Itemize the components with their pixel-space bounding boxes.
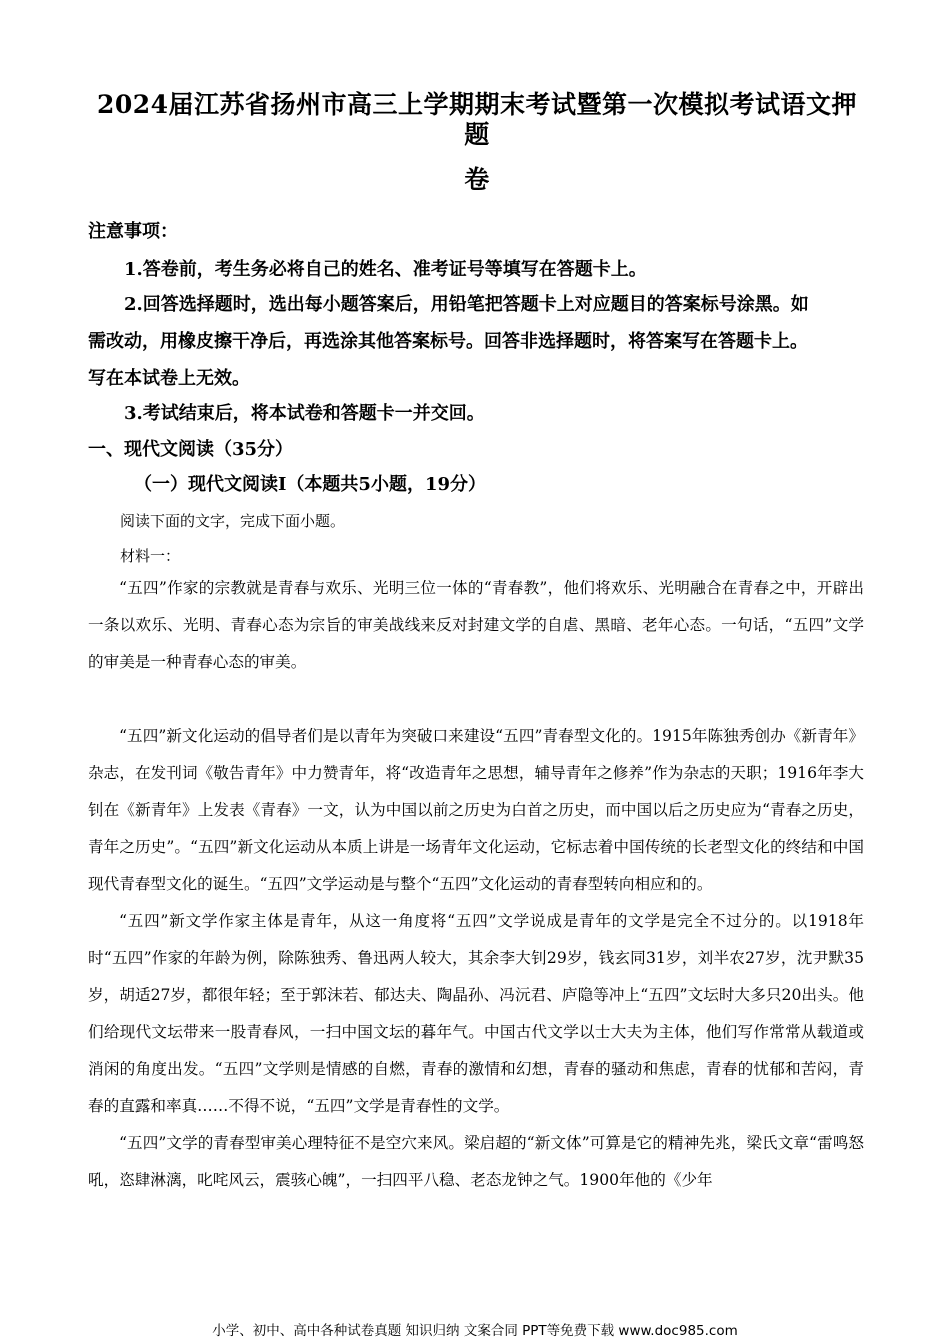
reading-instruction: 阅读下面的文字，完成下面小题。 bbox=[120, 512, 346, 530]
material-label: 材料一： bbox=[120, 547, 181, 565]
passage-paragraph: “五四”文学的青春型审美心理特征不是空穴来风。梁启超的“新文体”可算是它的精神先兆，梁氏文章“雷鸣怒吼，恣肆淋漓，叱咤风云，震骇心魄”，一扫四平八稳、老态龙钟之气。1900年他的《少年 bbox=[88, 1134, 864, 1189]
notice-item-2-end: 写在本试卷上无效。 bbox=[88, 368, 250, 389]
passage-paragraph: “五四”新文化运动的倡导者们是以青年为突破口来建设“五四”青春型文化的。1915年陈独秀创办《新青年》杂志，在发刊词《敬告青年》中力赞青年，将“改造青年之思想，辅导青年之修养”作为杂志的天职；1916年李大钊在《新青年》上发表《青春》一文，认为中国以前之历史为白首之历史，而中国以后之历史应为“青春之历史，青年之历史”。“五四”新文化运动从本质上讲是一场青年文化运动，它标志着中国传统的长老型文化的终结和中国现代青春型文化的诞生。“五四”文学运动是与整个“五四”文化运动的青春型转向相应和的。 bbox=[88, 727, 864, 893]
notice-item-1: 1.答卷前，考生务必将自己的姓名、准考证号等填写在答题卡上。 bbox=[124, 259, 647, 280]
section-heading: 一、现代文阅读（35分） bbox=[88, 439, 294, 460]
notice-item-2: 2.回答选择题时，选出每小题答案后，用铅笔把答题卡上对应题目的答案标号涂黑。如 bbox=[124, 294, 809, 315]
notice-item-2-continued: 需改动，用橡皮擦干净后，再选涂其他答案标号。回答非选择题时，将答案写在答题卡上。 bbox=[88, 331, 808, 352]
passage-paragraph: “五四”新文学作家主体是青年，从这一角度将“五四”文学说成是青年的文学是完全不过分的。以1918年时“五四”作家的年龄为例，除陈独秀、鲁迅两人较大，其余李大钊29岁，钱玄同31岁，刘半农27岁，沈尹默35岁，胡适27岁，都很年轻；至于郭沫若、郁达夫、陶晶孙、冯沅君、庐隐等冲上“五四”文坛时大多只20出头。他们给现代文坛带来一股青春风，一扫中国文坛的暮年气。中国古代文学以士大夫为主体，他们写作常常从载道或消闲的角度出发。“五四”文学则是情感的自燃，青春的激情和幻想，青春的骚动和焦虑，青春的忧郁和苦闷，青春的直露和率真……不得不说，“五四”文学是青春性的文学。 bbox=[88, 912, 864, 1115]
subsection-heading: （一）现代文阅读Ⅰ（本题共5小题，19分） bbox=[134, 474, 486, 495]
page-footer: 小学、初中、高中各种试卷真题 知识归纳 文案合同 PPT等免费下载 www.doc985.com bbox=[212, 1323, 738, 1339]
passage-paragraph: “五四”作家的宗教就是青春与欢乐、光明三位一体的“青春教”，他们将欢乐、光明融合在青春之中，开辟出一条以欢乐、光明、青春心态为宗旨的审美战线来反对封建文学的自虐、黑暗、老年心态。一句话，“五四”文学的审美是一种青春心态的审美。 bbox=[88, 579, 864, 671]
document-title: 2024届江苏省扬州市高三上学期期末考试暨第一次模拟考试语文押题 bbox=[96, 90, 858, 149]
notice-heading: 注意事项： bbox=[88, 221, 178, 242]
document-title-continued: 卷 bbox=[464, 165, 490, 194]
notice-item-3: 3.考试结束后，将本试卷和答题卡一并交回。 bbox=[124, 403, 485, 424]
